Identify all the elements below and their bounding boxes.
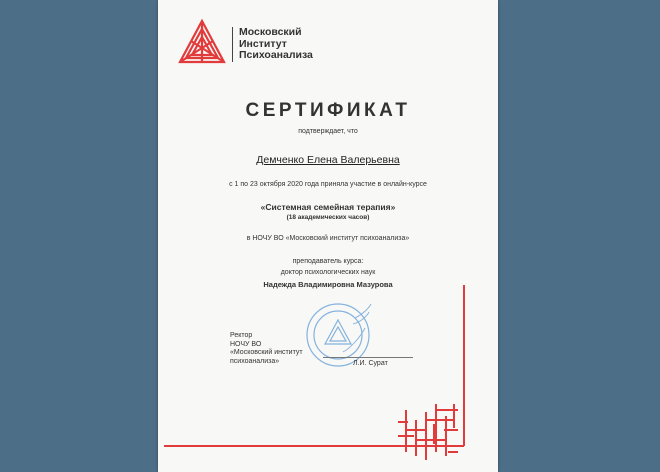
institution-text: в НОЧУ ВО «Московский институт психоанализа» <box>246 235 410 242</box>
course-name: «Системная семейная терапия» <box>260 202 396 212</box>
teacher-degree: доктор психологических наук <box>280 269 376 276</box>
confirms-text: подтверждает, что <box>298 128 358 135</box>
recipient-name: Демченко Елена Валерьевна <box>256 154 400 166</box>
rector-block: Ректор НОЧУ ВО «Московский институт психоанализа» <box>230 332 303 365</box>
teacher-label: преподаватель курса: <box>292 258 364 265</box>
certificate-sheet <box>158 0 498 472</box>
decorative-pattern-icon <box>158 0 498 472</box>
course-hours: (18 академических часов) <box>286 214 370 221</box>
participation-text: с 1 по 23 октября 2020 года приняла участие в онлайн-курсе <box>229 181 427 188</box>
certificate-title: СЕРТИФИКАТ <box>245 100 411 121</box>
signer-name: Л.И. Сурат <box>353 360 388 367</box>
teacher-name: Надежда Владимировна Мазурова <box>263 280 393 289</box>
institute-logo-text: Московский Институт Психоанализа <box>232 27 313 62</box>
